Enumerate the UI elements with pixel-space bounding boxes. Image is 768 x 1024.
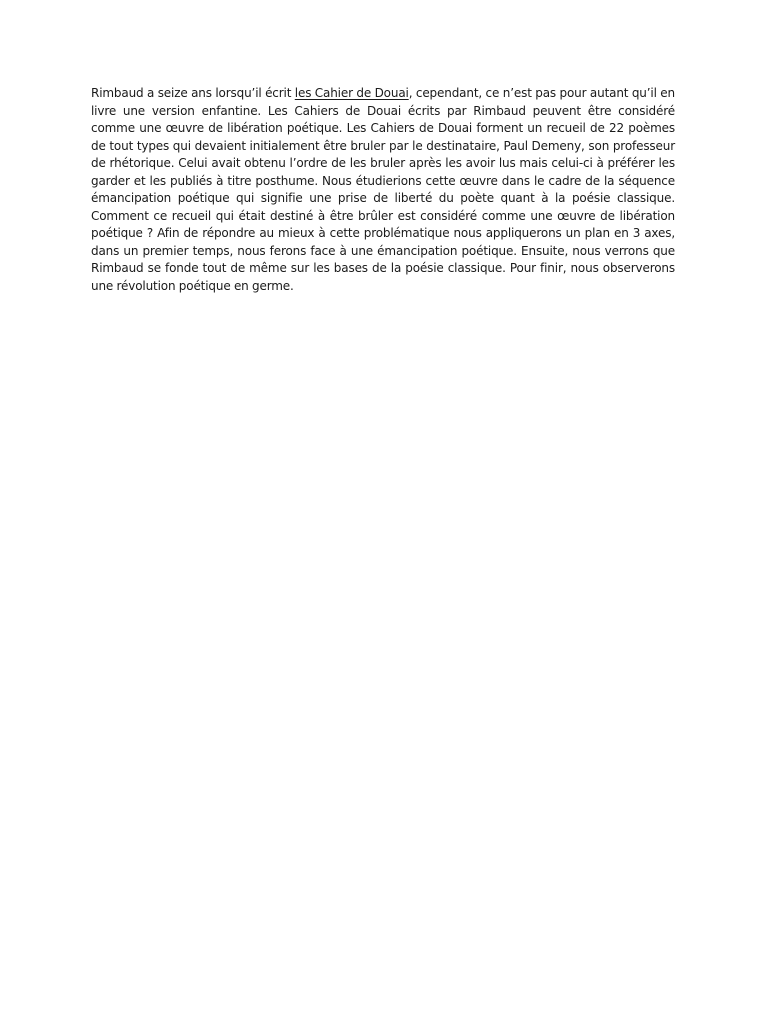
underlined-title: les Cahier de Douai	[294, 86, 409, 100]
body-paragraph	[91, 85, 675, 295]
paragraph-text-rest: , cependant, ce n’est pas pour autant qu’il en livre une version enfantine. Les Cahiers de Douai écrits par Rimbaud peuvent être considéré comme une œuvre de libération poétique. Les Cahiers de Douai forment un recueil de 22 poèmes de tout types qui devaient initialement être bruler par le destinataire, Paul Demeny, son professeur de rhétorique. Celui avait obtenu l’ordre de les bruler après les avoir lus mais celui-ci à préférer les garder et les publiés à titre posthume. Nous étudierions cette œuvre dans le cadre de la séquence émancipation poétique qui signifie une prise de liberté du poète quant à la poésie classique. Comment ce recueil qui était destiné à être brûler est considéré comme une œuvre de libération poétique ? Afin de répondre au mieux à cette problématique nous appliquerons un plan en 3 axes, dans un premier temps, nous ferons face à une émancipation poétique. Ensuite, nous verrons que Rimbaud se fonde tout de même sur les bases de la poésie classique. Pour finir, nous observerons une révolution poétique en germe.	[91, 86, 675, 293]
paragraph-text-start: Rimbaud a seize ans lorsqu’il écrit	[91, 86, 295, 100]
